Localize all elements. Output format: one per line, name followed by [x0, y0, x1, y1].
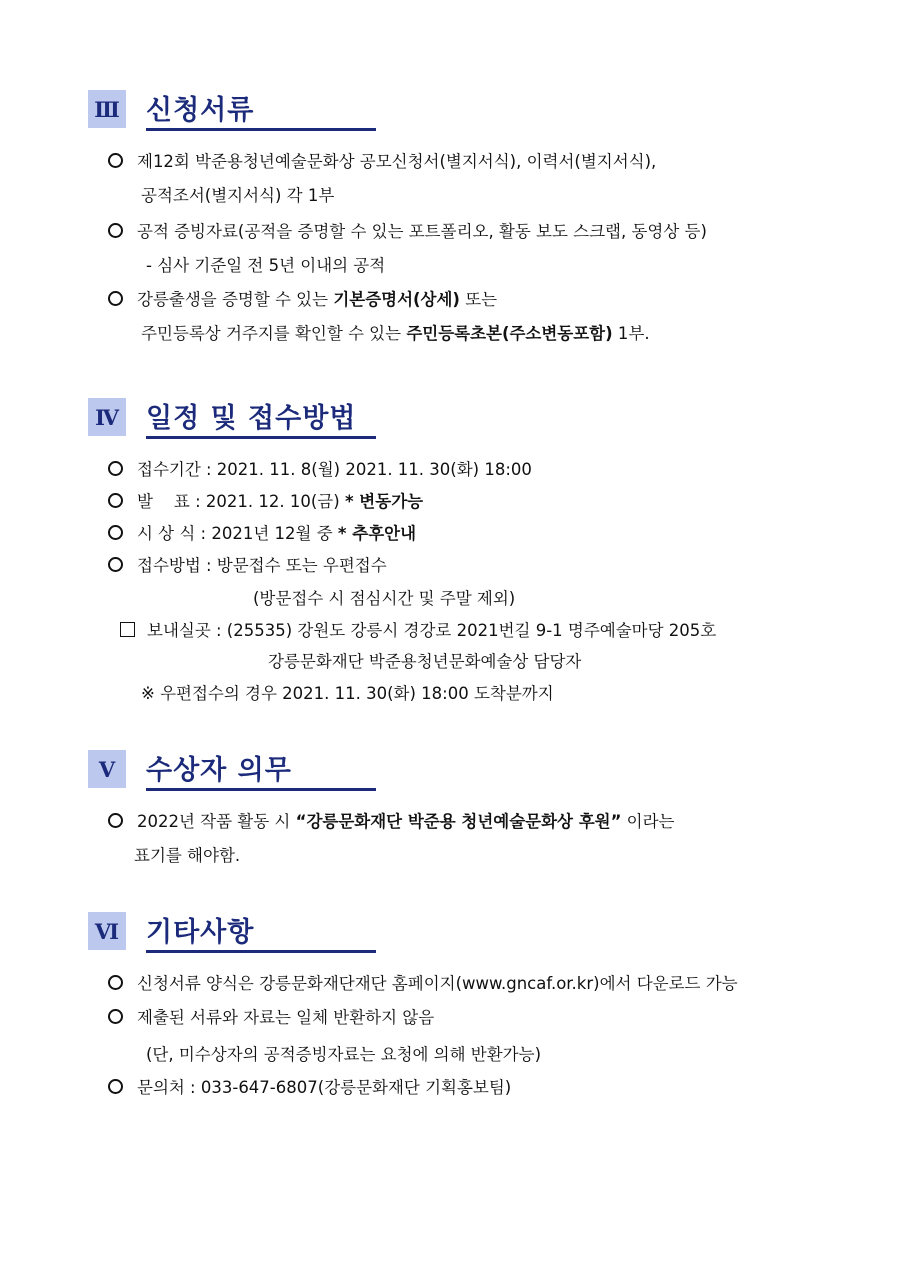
emphasis-text: 기본증명서(상세) [333, 290, 460, 309]
address-item [120, 619, 716, 643]
item-text: 1부. [612, 324, 650, 343]
list-item [108, 972, 738, 996]
item-text: 문의처 : 033-647-6807(강릉문화재단 기획홍보팀) [137, 1078, 512, 1097]
item-text: 공적 증빙자료(공적을 증명할 수 있는 포트폴리오, 활동 보도 스크랩, 동영상 등) [137, 222, 707, 241]
section-application-documents [0, 88, 900, 132]
section-title: 기타사항 [146, 917, 255, 948]
emphasis-text: 주민등록초본(주소변동포함) [406, 324, 613, 343]
section-title: 신청서류 [146, 95, 255, 126]
section-heading [0, 910, 900, 954]
section-title: 일정 및 접수방법 [146, 403, 357, 434]
section-numeral: Ⅴ [88, 750, 126, 788]
list-item [108, 490, 423, 514]
item-text: 접수기간 : 2021. 11. 8(월) 2021. 11. 30(화) 18:00 [137, 460, 532, 479]
title-underline [146, 436, 376, 439]
title-underline [146, 950, 376, 953]
circle-bullet-icon [108, 461, 123, 476]
list-item [108, 1006, 434, 1030]
title-underline [146, 128, 376, 131]
item-text: 주민등록상 거주지를 확인할 수 있는 [141, 324, 407, 343]
item-continuation [141, 322, 650, 346]
circle-bullet-icon [108, 223, 123, 238]
item-text: 이라는 [621, 812, 675, 831]
item-continuation: 강릉문화재단 박준용청년문화예술상 담당자 [268, 652, 582, 671]
title-underline [146, 788, 376, 791]
list-item [108, 288, 497, 312]
note-text: * 변동가능 [344, 492, 424, 511]
list-item [108, 220, 707, 244]
item-text: 제출된 서류와 자료는 일체 반환하지 않음 [137, 1008, 435, 1027]
section-winner-obligations [0, 748, 900, 792]
item-text: 제12회 박준용청년예술문화상 공모신청서(별지서식), 이력서(별지서식), [137, 152, 657, 171]
list-item [108, 810, 675, 834]
circle-bullet-icon [108, 153, 123, 168]
circle-bullet-icon [108, 557, 123, 572]
section-numeral: Ⅳ [88, 398, 126, 436]
item-text: 접수방법 : 방문접수 또는 우편접수 [137, 556, 387, 575]
circle-bullet-icon [108, 291, 123, 306]
circle-bullet-icon [108, 493, 123, 508]
note-line: ※ 우편접수의 경우 2021. 11. 30(화) 18:00 도착분까지 [141, 684, 554, 703]
circle-bullet-icon [108, 975, 123, 990]
section-heading [0, 748, 900, 792]
list-item [108, 1076, 511, 1100]
circle-bullet-icon [108, 1009, 123, 1024]
circle-bullet-icon [108, 1079, 123, 1094]
list-item [108, 554, 387, 578]
item-continuation: 공적조서(별지서식) 각 1부 [141, 186, 335, 205]
emphasis-text: “강릉문화재단 박준용 청년예술문화상 후원” [295, 812, 622, 831]
item-continuation: (단, 미수상자의 공적증빙자료는 요청에 의해 반환가능) [146, 1045, 542, 1064]
item-text: 시 상 식 : 2021년 12월 중 [137, 524, 338, 543]
item-text: 발 표 : 2021. 12. 10(금) [137, 492, 345, 511]
section-schedule [0, 396, 900, 440]
list-item [108, 150, 656, 174]
item-text: 강릉출생을 증명할 수 있는 [137, 290, 334, 309]
item-text: 신청서류 양식은 강릉문화재단재단 홈페이지(www.gncaf.or.kr)에서 다운로드 가능 [137, 974, 738, 993]
note-text: * 추후안내 [337, 524, 417, 543]
item-text: 보내실곳 : (25535) 강원도 강릉시 경강로 2021번길 9-1 명주예술마당 205호 [147, 621, 717, 640]
section-heading [0, 88, 900, 132]
item-continuation: 표기를 해야함. [134, 846, 241, 865]
square-bullet-icon [120, 622, 135, 637]
item-text: 2022년 작품 활동 시 [137, 812, 296, 831]
circle-bullet-icon [108, 525, 123, 540]
list-item [108, 522, 416, 546]
section-numeral: Ⅵ [88, 912, 126, 950]
section-other-matters [0, 910, 900, 954]
item-continuation: - 심사 기준일 전 5년 이내의 공적 [146, 256, 386, 275]
section-title: 수상자 의무 [146, 755, 292, 786]
section-heading [0, 396, 900, 440]
list-item [108, 458, 532, 482]
item-continuation: (방문접수 시 점심시간 및 주말 제외) [253, 589, 516, 608]
circle-bullet-icon [108, 813, 123, 828]
item-text: 또는 [459, 290, 498, 309]
section-numeral: Ⅲ [88, 90, 126, 128]
